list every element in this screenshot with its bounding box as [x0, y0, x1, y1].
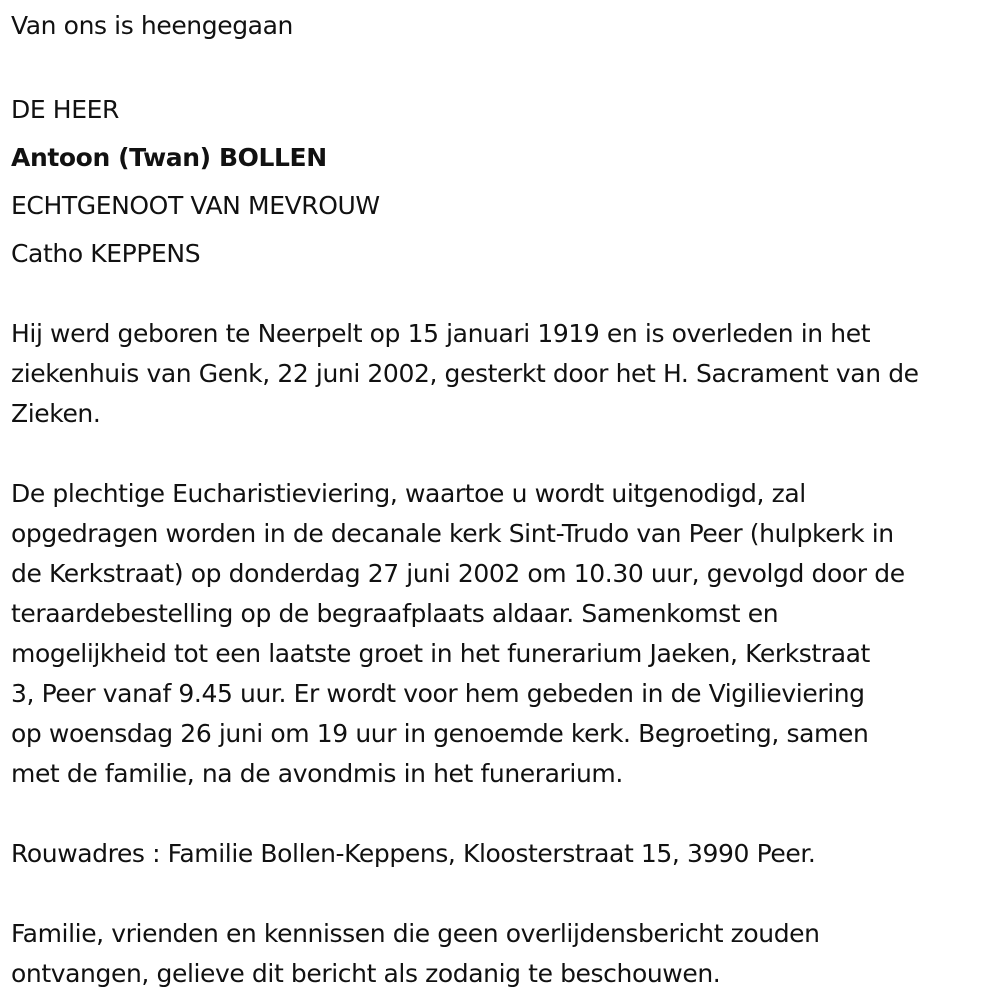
intro-text: Van ons is heengegaan [11, 11, 293, 40]
spouse-label: ECHTGENOOT VAN MEVROUW [11, 191, 380, 220]
paragraph-line: teraardebestelling op de begraafplaats aldaar. Samenkomst en [11, 599, 779, 628]
spacer [11, 278, 995, 314]
paragraph-birth-death [11, 314, 995, 434]
paragraph-line: Familie, vrienden en kennissen die geen overlijdensbericht zouden [11, 919, 820, 948]
spacer [11, 874, 995, 914]
death-notice [11, 6, 995, 994]
paragraph-line: op woensdag 26 juni om 19 uur in genoemde kerk. Begroeting, samen [11, 719, 869, 748]
paragraph-line: Hij werd geboren te Neerpelt op 15 januari 1919 en is overleden in het [11, 319, 871, 348]
paragraph-line: ontvangen, gelieve dit bericht als zodanig te beschouwen. [11, 959, 721, 988]
mourning-address: Rouwadres : Familie Bollen-Keppens, Kloosterstraat 15, 3990 Peer. [11, 839, 816, 868]
paragraph-line: de Kerkstraat) op donderdag 27 juni 2002 om 10.30 uur, gevolgd door de [11, 559, 905, 588]
paragraph-line: met de familie, na de avondmis in het funerarium. [11, 759, 623, 788]
paragraph-line: Zieken. [11, 399, 101, 428]
spacer [11, 794, 995, 834]
paragraph-line: opgedragen worden in de decanale kerk Sint-Trudo van Peer (hulpkerk in [11, 519, 894, 548]
paragraph-closing [11, 914, 995, 994]
paragraph-line: De plechtige Eucharistieviering, waartoe u wordt uitgenodigd, zal [11, 479, 806, 508]
paragraph-line: 3, Peer vanaf 9.45 uur. Er wordt voor hem gebeden in de Vigilieviering [11, 679, 865, 708]
title-prefix: DE HEER [11, 95, 119, 124]
deceased-name: Antoon (Twan) BOLLEN [11, 143, 327, 172]
spacer [11, 434, 995, 474]
paragraph-line: ziekenhuis van Genk, 22 juni 2002, gesterkt door het H. Sacrament van de [11, 359, 919, 388]
paragraph-ceremony [11, 474, 995, 794]
spouse-name: Catho KEPPENS [11, 239, 201, 268]
spacer [11, 46, 995, 86]
paragraph-line: mogelijkheid tot een laatste groet in het funerarium Jaeken, Kerkstraat [11, 639, 870, 668]
